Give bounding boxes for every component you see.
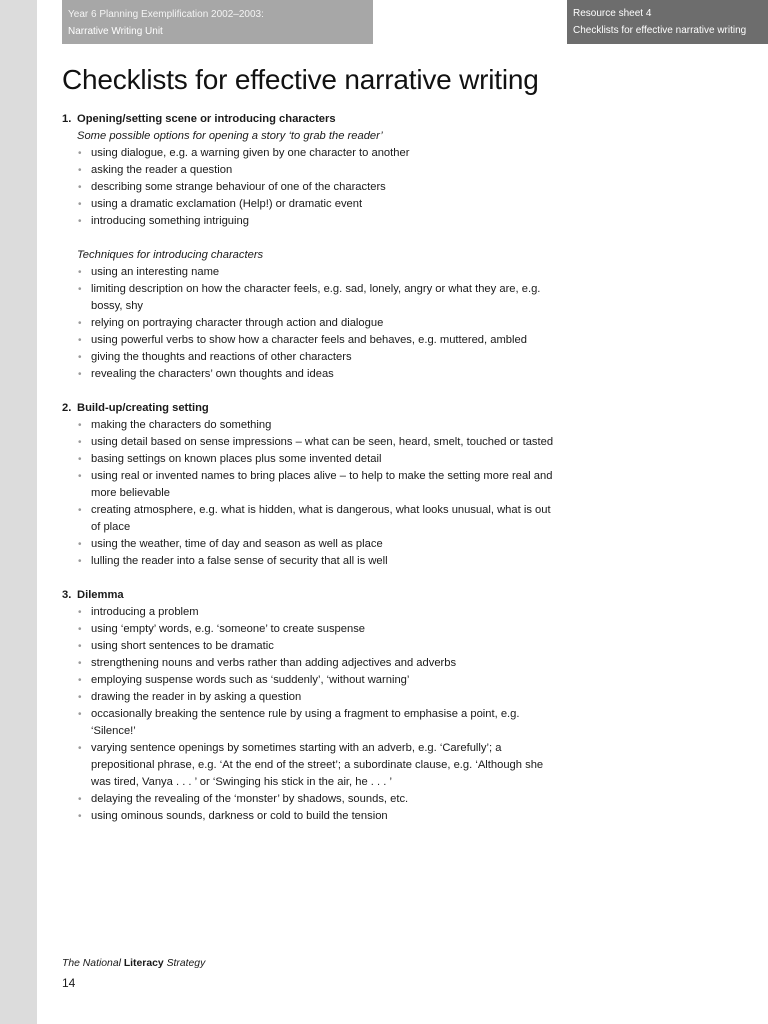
- checklist-content: [62, 111, 562, 825]
- list-item: [78, 655, 562, 672]
- list-item-text: strengthening nouns and verbs rather than adding adjectives and adverbs: [91, 657, 457, 669]
- list-item: [78, 502, 562, 536]
- footer-strategy-name: [62, 958, 205, 969]
- bullet-list: [62, 145, 562, 230]
- header-planning-title: Year 6 Planning Exemplification 2002–2003:: [68, 9, 264, 20]
- list-item-text: using ominous sounds, darkness or cold to build the tension: [91, 810, 388, 822]
- list-item: [78, 315, 562, 332]
- bullet-icon: •: [78, 709, 82, 720]
- bullet-icon: •: [78, 216, 82, 227]
- header-resource-box: [567, 0, 768, 44]
- list-item: [78, 213, 562, 230]
- page-title: Checklists for effective narrative writing: [62, 64, 539, 95]
- list-item: [78, 621, 562, 638]
- section-number: 2.: [62, 402, 72, 414]
- list-item: [78, 468, 562, 502]
- list-item: [78, 553, 562, 570]
- list-item-text: asking the reader a question: [91, 164, 233, 176]
- list-item-text: creating atmosphere, e.g. what is hidden, what is dangerous, what looks unusual, what is out of place: [91, 504, 551, 533]
- list-item: [78, 162, 562, 179]
- list-item: [78, 179, 562, 196]
- list-item: [78, 417, 562, 434]
- list-item-text: introducing a problem: [91, 606, 199, 618]
- list-item: [78, 349, 562, 366]
- list-item-text: describing some strange behaviour of one of the characters: [91, 181, 386, 193]
- list-item-text: introducing something intriguing: [91, 215, 249, 227]
- list-item-text: giving the thoughts and reactions of other characters: [91, 351, 352, 363]
- bullet-icon: •: [78, 454, 82, 465]
- header-unit-box: [62, 0, 373, 44]
- section-title: Build-up/creating setting: [77, 402, 209, 414]
- list-item-text: varying sentence openings by sometimes starting with an adverb, e.g. ‘Carefully’; a prepositional phrase, e.g. ‘At the end of the street’; a subordinate clause, e.g. ‘Although she was tired, Vanya . . . ’ or ‘Swinging his stick in the air, he . . . ’: [91, 742, 544, 788]
- list-item-text: making the characters do something: [91, 419, 272, 431]
- bullet-icon: •: [78, 318, 82, 329]
- list-item-text: using dialogue, e.g. a warning given by one character to another: [91, 147, 410, 159]
- list-item-text: using a dramatic exclamation (Help!) or dramatic event: [91, 198, 363, 210]
- list-item: [78, 536, 562, 553]
- section-heading: [62, 111, 562, 128]
- list-item-text: occasionally breaking the sentence rule by using a fragment to emphasise a point, e.g. ‘Silence!’: [91, 708, 520, 737]
- list-item-text: revealing the characters’ own thoughts and ideas: [91, 368, 334, 380]
- bullet-list: [62, 604, 562, 825]
- bullet-list: [62, 417, 562, 570]
- section-subheading: Techniques for introducing characters: [77, 249, 264, 261]
- list-item-text: employing suspense words such as ‘suddenly’, ‘without warning’: [91, 674, 410, 686]
- list-item: [78, 689, 562, 706]
- bullet-icon: •: [78, 267, 82, 278]
- list-item-text: using powerful verbs to show how a character feels and behaves, e.g. muttered, ambled: [91, 334, 527, 346]
- bullet-icon: •: [78, 556, 82, 567]
- bullet-icon: •: [78, 794, 82, 805]
- bullet-icon: •: [78, 692, 82, 703]
- bullet-icon: •: [78, 182, 82, 193]
- section-number: 1.: [62, 113, 72, 125]
- page-number: 14: [62, 976, 76, 990]
- list-item-text: drawing the reader in by asking a question: [91, 691, 302, 703]
- bullet-icon: •: [78, 641, 82, 652]
- bullet-icon: •: [78, 352, 82, 363]
- list-item-text: using short sentences to be dramatic: [91, 640, 274, 652]
- footer-strategy-post: Strategy: [166, 958, 206, 969]
- list-item: [78, 740, 562, 791]
- list-item-text: limiting description on how the character feels, e.g. sad, lonely, angry or what they are, e.g. bossy, shy: [91, 283, 541, 312]
- list-item: [78, 451, 562, 468]
- list-item-text: delaying the revealing of the ‘monster’ by shadows, sounds, etc.: [91, 793, 409, 805]
- section-number: 3.: [62, 589, 72, 601]
- bullet-icon: •: [78, 165, 82, 176]
- list-item: [78, 281, 562, 315]
- bullet-list: [62, 264, 562, 383]
- bullet-icon: •: [78, 607, 82, 618]
- list-item: [78, 808, 562, 825]
- list-item-text: using the weather, time of day and season as well as place: [91, 538, 383, 550]
- bullet-icon: •: [78, 624, 82, 635]
- list-item-text: using ‘empty’ words, e.g. ‘someone’ to create suspense: [91, 623, 366, 635]
- list-item: [78, 638, 562, 655]
- section-heading: [62, 400, 562, 417]
- list-item: [78, 366, 562, 383]
- bullet-icon: •: [78, 675, 82, 686]
- section-title: Opening/setting scene or introducing characters: [77, 113, 336, 125]
- list-item: [78, 791, 562, 808]
- header-unit-name: Narrative Writing Unit: [68, 26, 163, 37]
- list-item-text: lulling the reader into a false sense of security that all is well: [91, 555, 388, 567]
- list-item: [78, 672, 562, 689]
- bullet-icon: •: [78, 743, 82, 754]
- bullet-icon: •: [78, 437, 82, 448]
- bullet-icon: •: [78, 471, 82, 482]
- list-item: [78, 145, 562, 162]
- list-item: [78, 196, 562, 213]
- list-item: [78, 332, 562, 349]
- bullet-icon: •: [78, 199, 82, 210]
- bullet-icon: •: [78, 369, 82, 380]
- bullet-icon: •: [78, 658, 82, 669]
- list-item: [78, 706, 562, 740]
- header-resource-number: Resource sheet 4: [573, 8, 652, 19]
- list-item: [78, 434, 562, 451]
- list-item-text: using detail based on sense impressions – what can be seen, heard, smelt, touched or tasted: [91, 436, 554, 448]
- list-item-text: basing settings on known places plus some invented detail: [91, 453, 382, 465]
- bullet-icon: •: [78, 148, 82, 159]
- list-item: [78, 604, 562, 621]
- section-title: Dilemma: [77, 589, 124, 601]
- section-heading: [62, 587, 562, 604]
- list-item-text: relying on portraying character through action and dialogue: [91, 317, 384, 329]
- bullet-icon: •: [78, 335, 82, 346]
- list-item: [78, 264, 562, 281]
- footer-strategy-bold: Literacy: [123, 958, 164, 969]
- footer-strategy-pre: The National: [62, 958, 121, 969]
- bullet-icon: •: [78, 284, 82, 295]
- bullet-icon: •: [78, 811, 82, 822]
- section-subheading: Some possible options for opening a story ‘to grab the reader’: [77, 130, 383, 142]
- header-resource-title: Checklists for effective narrative writing: [573, 25, 747, 36]
- bullet-icon: •: [78, 505, 82, 516]
- bullet-icon: •: [78, 539, 82, 550]
- page-margin-strip: [0, 0, 37, 1024]
- list-item-text: using an interesting name: [91, 266, 220, 278]
- list-item-text: using real or invented names to bring places alive – to help to make the setting more real and more believable: [91, 470, 553, 499]
- bullet-icon: •: [78, 420, 82, 431]
